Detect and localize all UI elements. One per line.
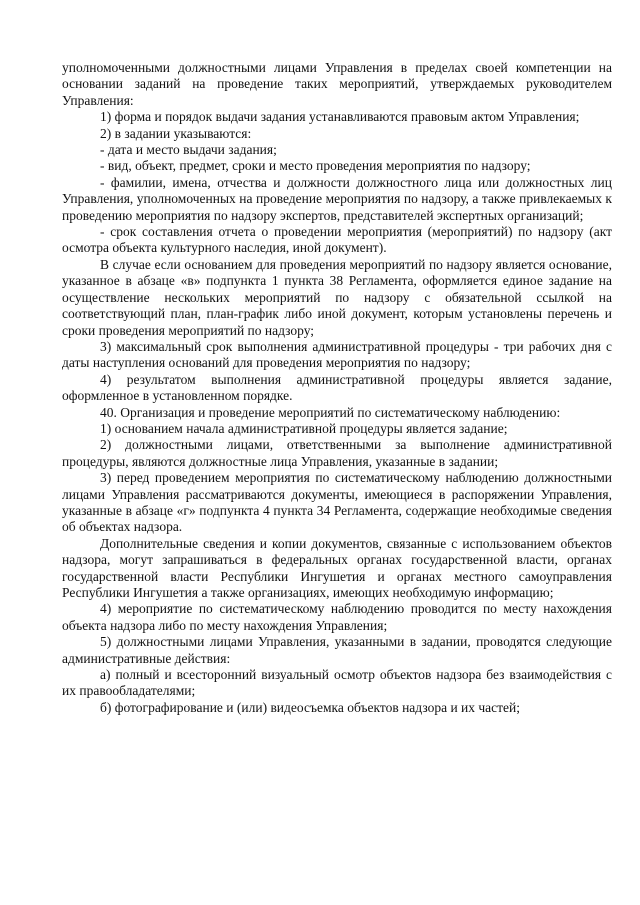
paragraph-documents-review: 3) перед проведением мероприятия по систематическому наблюдению должностными лицами Управления рассматриваются документы, имеющиеся в распоряжении Управления, указанные в абзаце «г» подпункта 4 пункта 34 Регламента, содержащие необходимые сведения об объектах надзора. bbox=[62, 470, 612, 535]
list-item-type-object: - вид, объект, предмет, сроки и место проведения мероприятия по надзору; bbox=[100, 158, 531, 174]
document-body bbox=[62, 60, 612, 716]
list-item-photography: б) фотографирование и (или) видеосъемка объектов надзора и их частей; bbox=[100, 699, 521, 715]
paragraph-single-task: В случае если основанием для проведения мероприятий по надзору является основание, указанное в абзаце «в» подпункта 1 пункта 38 Регламента, оформляется единое задание на осуществление нескольких мероприятий по надзору с обязательной ссылкой на соответствующий план, план-график либо иной документ, которым установлены перечень и сроки проведения мероприятий по надзору; bbox=[62, 256, 612, 338]
list-item-report-deadline: - срок составления отчета о проведении мероприятия (мероприятий) по надзору (акт осмотра объекта культурного наследия, иной документ). bbox=[62, 224, 612, 256]
paragraph-max-term: 3) максимальный срок выполнения административной процедуры - три рабочих дня с даты наступления оснований для проведения мероприятия по надзору; bbox=[62, 338, 612, 371]
list-item-visual-inspection: а) полный и всесторонний визуальный осмотр объектов надзора без взаимодействия с их правообладателями; bbox=[62, 667, 612, 699]
paragraph-continuation: уполномоченными должностными лицами Управления в пределах своей компетенции на основании заданий на проведение таких мероприятий, утверждаемых руководителем Управления: bbox=[62, 60, 612, 108]
paragraph-actions: 5) должностными лицами Управления, указанными в задании, проводятся следующие административные действия: bbox=[62, 634, 612, 666]
paragraph-task-contents: 2) в задании указываются: bbox=[100, 125, 252, 141]
paragraph-result: 4) результатом выполнения административной процедуры является задание, оформленное в установленном порядке. bbox=[62, 371, 612, 404]
list-item-date-place: - дата и место выдачи задания; bbox=[100, 142, 277, 158]
paragraph-additional-info: Дополнительные сведения и копии документов, связанные с использованием объектов надзора, могут запрашиваться в федеральных органах государственной власти, органах государственной власти Республики Ингушетия и органах местного самоуправления Республики Ингушетия а также организациях, имеющих необходимую информацию; bbox=[62, 535, 612, 600]
paragraph-section-40: 40. Организация и проведение мероприятий по систематическому наблюдению: bbox=[100, 404, 561, 420]
paragraph-location: 4) мероприятие по систематическому наблюдению проводится по месту нахождения объекта надзора либо по месту нахождения Управления; bbox=[62, 601, 612, 633]
paragraph-task-form: 1) форма и порядок выдачи задания устанавливаются правовым актом Управления; bbox=[100, 109, 580, 125]
paragraph-basis: 1) основанием начала административной процедуры является задание; bbox=[100, 420, 508, 436]
list-item-officials: - фамилии, имена, отчества и должности должностного лица или должностных лиц Управления, уполномоченных на проведение мероприятия по надзору, а также привлекаемых к проведению мероприятия по надзору экспертов, представителей экспертных организаций; bbox=[62, 174, 612, 223]
paragraph-responsible: 2) должностными лицами, ответственными за выполнение административной процедуры, являются должностные лица Управления, указанные в задании; bbox=[62, 437, 612, 469]
